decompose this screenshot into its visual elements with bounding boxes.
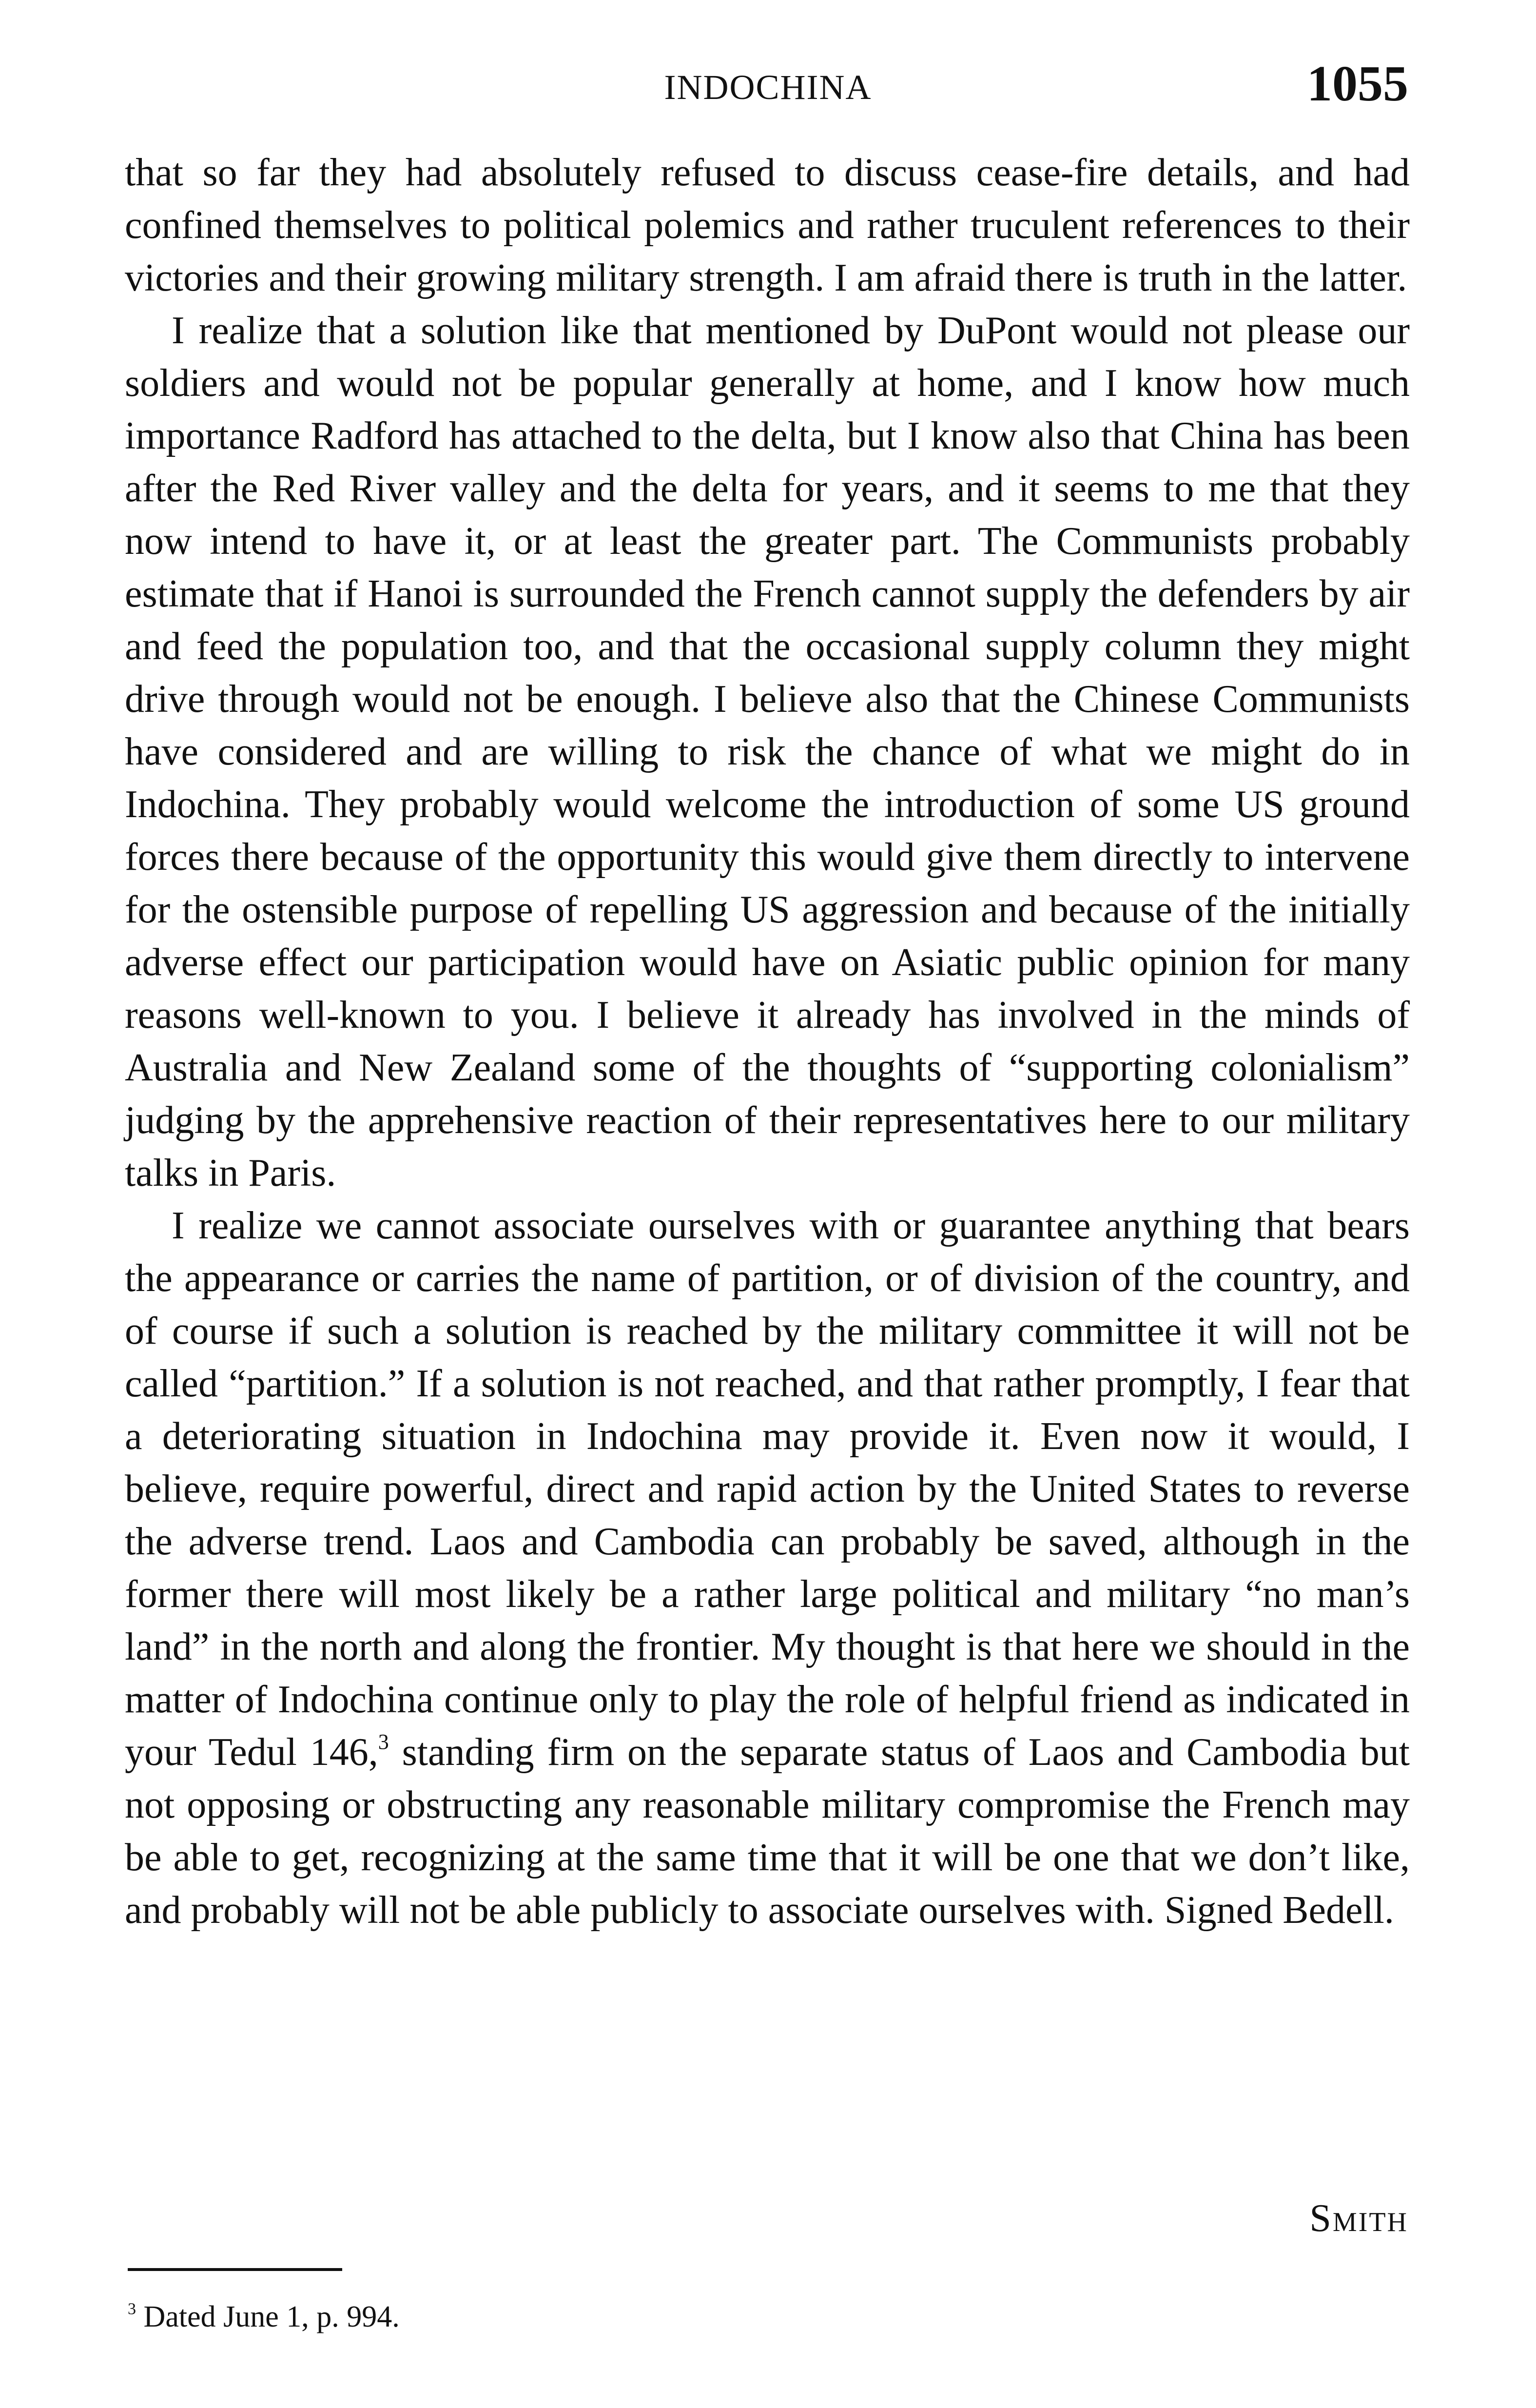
footnote (128, 2297, 400, 2336)
footnote-marker: 3 (128, 2300, 136, 2318)
page-header (0, 56, 1536, 116)
paragraph-3 (125, 1199, 1410, 1937)
paragraph-1: that so far they had absolutely refused to discuss cease-fire details, and had confined themselves to political polemics and rather truculent references to their victories and their growing military strength. I am afraid there is truth in the latter. (125, 151, 1410, 299)
running-head: INDOCHINA (664, 68, 872, 107)
footnote-divider (128, 2268, 342, 2271)
footnote-text: Dated June 1, p. 994. (143, 2300, 400, 2333)
paragraph-2: I realize that a solution like that mentioned by DuPont would not please our soldiers and would not be popular generally at home, and I know how much importance Radford has attached to the delta, but I know also that China has been after the Red River valley and the delta for years, and it seems to me that they now intend to have it, or at least the greater part. The Communists probably estimate that if Hanoi is surrounded the French cannot supply the defenders by air and feed the population too, and that the occasional supply column they might drive through would not be enough. I believe also that the Chinese Communists have considered and are willing to risk the chance of what we might do in Indochina. They probably would welcome the introduction of some US ground forces there because of the opportunity this would give them directly to intervene for the ostensible purpose of repelling US aggression and because of the initially adverse effect our participation would have on Asiatic public opinion for many reasons well-known to you. I believe it already has involved in the minds of Australia and New Zealand some of the thoughts of “supporting colonialism” judging by the apprehensive reaction of their representatives here to our military talks in Paris. (125, 309, 1410, 1194)
page-number: 1055 (1307, 56, 1408, 112)
footnote-reference[interactable]: 3 (378, 1730, 389, 1754)
signature: Smith (1309, 2197, 1408, 2240)
body-text (125, 146, 1410, 1937)
paragraph-3-continuation: standing firm on the separate status of Laos and Cambodia but not opposing or obstructing any reasonable military compromise the French may be able to get, recognizing at the same time that it will be one that we don’t like, and probably will not be able publicly to associate ourselves with. Signed Bedell. (125, 1731, 1410, 1932)
paragraph-3-text: I realize we cannot associate ourselves with or guarantee anything that bears the appearance or carries the name of partition, or of division of the country, and of course if such a solution is reached by the military committee it will not be called “partition.” If a solution is not reached, and that rather promptly, I fear that a deteriorating situation in Indochina may provide it. Even now it would, I believe, require powerful, direct and rapid action by the United States to reverse the adverse trend. Laos and Cambodia can probably be saved, although in the former there will most likely be a rather large political and military “no man’s land” in the north and along the frontier. My thought is that here we should in the matter of Indochina continue only to play the role of helpful friend as indicated in your Tedul 146, (125, 1204, 1410, 1774)
